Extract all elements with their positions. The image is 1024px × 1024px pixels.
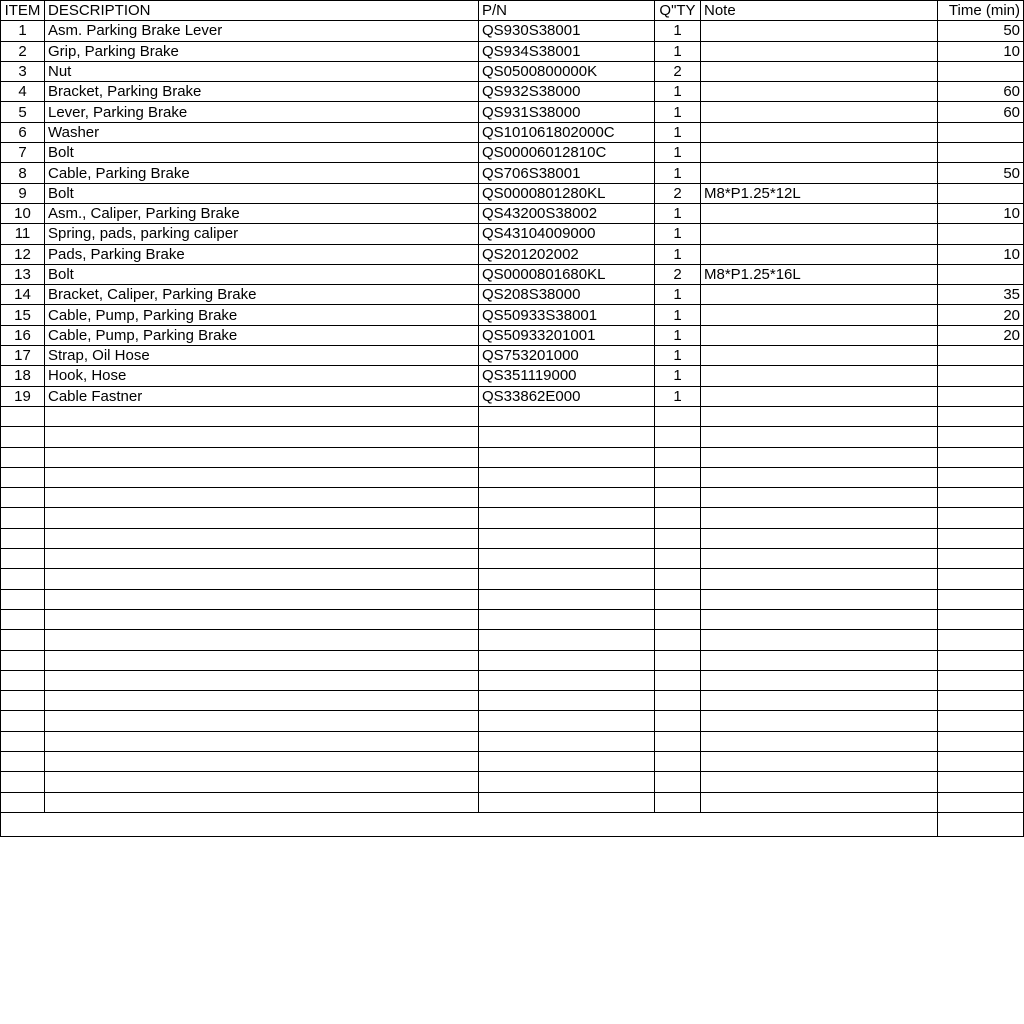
item-cell xyxy=(1,751,45,771)
table-row xyxy=(1,244,1024,264)
quantity-cell: 2 xyxy=(655,264,701,284)
quantity-cell: 2 xyxy=(655,183,701,203)
footer-total-cell xyxy=(938,812,1024,836)
table-row xyxy=(1,406,1024,426)
quantity-cell xyxy=(655,406,701,426)
part-number-cell: QS706S38001 xyxy=(479,163,655,183)
part-number-cell xyxy=(479,467,655,487)
quantity-cell xyxy=(655,427,701,447)
description-cell xyxy=(45,447,479,467)
note-cell xyxy=(701,406,938,426)
time-cell: 20 xyxy=(938,305,1024,325)
table-row xyxy=(1,386,1024,406)
part-number-cell xyxy=(479,569,655,589)
item-cell xyxy=(1,447,45,467)
note-cell xyxy=(701,203,938,223)
description-cell xyxy=(45,488,479,508)
table-row xyxy=(1,589,1024,609)
item-cell xyxy=(1,711,45,731)
time-cell xyxy=(938,427,1024,447)
quantity-cell xyxy=(655,447,701,467)
table-row xyxy=(1,670,1024,690)
part-number-cell xyxy=(479,406,655,426)
part-number-cell xyxy=(479,731,655,751)
description-cell xyxy=(45,508,479,528)
note-cell xyxy=(701,549,938,569)
quantity-cell xyxy=(655,589,701,609)
item-cell xyxy=(1,650,45,670)
table-row xyxy=(1,488,1024,508)
quantity-cell xyxy=(655,691,701,711)
time-cell xyxy=(938,528,1024,548)
item-cell: 2 xyxy=(1,41,45,61)
table-row xyxy=(1,711,1024,731)
time-cell: 50 xyxy=(938,163,1024,183)
item-cell xyxy=(1,467,45,487)
part-number-cell: QS931S38000 xyxy=(479,102,655,122)
description-cell xyxy=(45,528,479,548)
quantity-cell xyxy=(655,467,701,487)
header-part-number: P/N xyxy=(479,1,655,21)
time-cell xyxy=(938,691,1024,711)
note-cell xyxy=(701,488,938,508)
time-cell xyxy=(938,569,1024,589)
time-cell xyxy=(938,792,1024,812)
time-cell xyxy=(938,508,1024,528)
quantity-cell: 1 xyxy=(655,346,701,366)
part-number-cell xyxy=(479,427,655,447)
table-row xyxy=(1,569,1024,589)
part-number-cell: QS930S38001 xyxy=(479,21,655,41)
part-number-cell xyxy=(479,792,655,812)
item-cell xyxy=(1,792,45,812)
note-cell xyxy=(701,325,938,345)
description-cell xyxy=(45,609,479,629)
description-cell xyxy=(45,630,479,650)
part-number-cell: QS351119000 xyxy=(479,366,655,386)
quantity-cell xyxy=(655,549,701,569)
part-number-cell xyxy=(479,670,655,690)
note-cell xyxy=(701,569,938,589)
note-cell xyxy=(701,792,938,812)
description-cell xyxy=(45,427,479,447)
item-cell xyxy=(1,731,45,751)
quantity-cell: 1 xyxy=(655,163,701,183)
quantity-cell: 1 xyxy=(655,224,701,244)
note-cell xyxy=(701,41,938,61)
description-cell xyxy=(45,589,479,609)
table-row xyxy=(1,731,1024,751)
time-cell xyxy=(938,589,1024,609)
table-row xyxy=(1,163,1024,183)
time-cell: 10 xyxy=(938,203,1024,223)
part-number-cell: QS0000801280KL xyxy=(479,183,655,203)
quantity-cell xyxy=(655,650,701,670)
note-cell xyxy=(701,650,938,670)
time-cell: 10 xyxy=(938,244,1024,264)
description-cell: Bolt xyxy=(45,264,479,284)
table-row xyxy=(1,305,1024,325)
quantity-cell xyxy=(655,508,701,528)
item-cell xyxy=(1,508,45,528)
description-cell: Cable, Pump, Parking Brake xyxy=(45,305,479,325)
part-number-cell: QS00006012810C xyxy=(479,143,655,163)
part-number-cell: QS201202002 xyxy=(479,244,655,264)
table-row xyxy=(1,264,1024,284)
description-cell xyxy=(45,792,479,812)
note-cell xyxy=(701,731,938,751)
time-cell xyxy=(938,731,1024,751)
quantity-cell: 2 xyxy=(655,61,701,81)
part-number-cell: QS753201000 xyxy=(479,346,655,366)
time-cell xyxy=(938,488,1024,508)
part-number-cell: QS101061802000C xyxy=(479,122,655,142)
note-cell xyxy=(701,143,938,163)
quantity-cell: 1 xyxy=(655,325,701,345)
time-cell: 20 xyxy=(938,325,1024,345)
header-item: ITEM xyxy=(1,1,45,21)
item-cell xyxy=(1,528,45,548)
table-row xyxy=(1,447,1024,467)
table-row xyxy=(1,549,1024,569)
item-cell: 8 xyxy=(1,163,45,183)
quantity-cell xyxy=(655,528,701,548)
part-number-cell xyxy=(479,549,655,569)
quantity-cell: 1 xyxy=(655,82,701,102)
table-row xyxy=(1,772,1024,792)
part-number-cell: QS0000801680KL xyxy=(479,264,655,284)
time-cell: 35 xyxy=(938,285,1024,305)
table-row xyxy=(1,630,1024,650)
note-cell xyxy=(701,711,938,731)
description-cell xyxy=(45,549,479,569)
description-cell xyxy=(45,772,479,792)
part-number-cell xyxy=(479,772,655,792)
time-cell xyxy=(938,549,1024,569)
table-row xyxy=(1,325,1024,345)
part-number-cell xyxy=(479,609,655,629)
table-row xyxy=(1,143,1024,163)
table-row xyxy=(1,21,1024,41)
time-cell xyxy=(938,386,1024,406)
part-number-cell: QS0500800000K xyxy=(479,61,655,81)
quantity-cell: 1 xyxy=(655,143,701,163)
parts-table-body xyxy=(1,1,1024,837)
note-cell xyxy=(701,630,938,650)
item-cell xyxy=(1,406,45,426)
time-cell xyxy=(938,772,1024,792)
item-cell xyxy=(1,609,45,629)
note-cell: M8*P1.25*12L xyxy=(701,183,938,203)
part-number-cell: QS934S38001 xyxy=(479,41,655,61)
quantity-cell xyxy=(655,488,701,508)
item-cell: 1 xyxy=(1,21,45,41)
time-cell: 60 xyxy=(938,102,1024,122)
note-cell xyxy=(701,305,938,325)
quantity-cell: 1 xyxy=(655,366,701,386)
quantity-cell: 1 xyxy=(655,386,701,406)
note-cell xyxy=(701,691,938,711)
table-row xyxy=(1,528,1024,548)
table-row xyxy=(1,41,1024,61)
description-cell: Cable, Parking Brake xyxy=(45,163,479,183)
item-cell: 10 xyxy=(1,203,45,223)
note-cell xyxy=(701,772,938,792)
note-cell xyxy=(701,346,938,366)
part-number-cell: QS43200S38002 xyxy=(479,203,655,223)
quantity-cell xyxy=(655,751,701,771)
description-cell xyxy=(45,406,479,426)
time-cell: 10 xyxy=(938,41,1024,61)
description-cell: Spring, pads, parking caliper xyxy=(45,224,479,244)
table-row xyxy=(1,224,1024,244)
item-cell: 4 xyxy=(1,82,45,102)
part-number-cell xyxy=(479,488,655,508)
table-row xyxy=(1,183,1024,203)
time-cell: 60 xyxy=(938,82,1024,102)
note-cell xyxy=(701,82,938,102)
item-cell: 16 xyxy=(1,325,45,345)
description-cell xyxy=(45,711,479,731)
time-cell: 50 xyxy=(938,21,1024,41)
description-cell: Lever, Parking Brake xyxy=(45,102,479,122)
description-cell: Bolt xyxy=(45,183,479,203)
footer-label-cell xyxy=(1,812,938,836)
header-row xyxy=(1,1,1024,21)
table-row xyxy=(1,82,1024,102)
note-cell xyxy=(701,447,938,467)
item-cell: 13 xyxy=(1,264,45,284)
table-row xyxy=(1,102,1024,122)
quantity-cell: 1 xyxy=(655,102,701,122)
quantity-cell xyxy=(655,569,701,589)
description-cell: Pads, Parking Brake xyxy=(45,244,479,264)
time-cell xyxy=(938,366,1024,386)
description-cell: Cable, Pump, Parking Brake xyxy=(45,325,479,345)
quantity-cell xyxy=(655,670,701,690)
item-cell: 6 xyxy=(1,122,45,142)
part-number-cell: QS43104009000 xyxy=(479,224,655,244)
item-cell: 18 xyxy=(1,366,45,386)
time-cell xyxy=(938,447,1024,467)
note-cell xyxy=(701,366,938,386)
note-cell xyxy=(701,224,938,244)
part-number-cell: QS208S38000 xyxy=(479,285,655,305)
description-cell xyxy=(45,731,479,751)
item-cell: 19 xyxy=(1,386,45,406)
quantity-cell: 1 xyxy=(655,285,701,305)
description-cell xyxy=(45,650,479,670)
quantity-cell: 1 xyxy=(655,41,701,61)
item-cell xyxy=(1,569,45,589)
time-cell xyxy=(938,609,1024,629)
time-cell xyxy=(938,122,1024,142)
table-row xyxy=(1,691,1024,711)
note-cell xyxy=(701,670,938,690)
item-cell: 9 xyxy=(1,183,45,203)
note-cell xyxy=(701,386,938,406)
part-number-cell xyxy=(479,508,655,528)
table-row xyxy=(1,285,1024,305)
note-cell xyxy=(701,528,938,548)
quantity-cell xyxy=(655,731,701,751)
note-cell xyxy=(701,427,938,447)
note-cell xyxy=(701,122,938,142)
description-cell xyxy=(45,691,479,711)
table-row xyxy=(1,792,1024,812)
quantity-cell: 1 xyxy=(655,122,701,142)
item-cell xyxy=(1,670,45,690)
description-cell: Grip, Parking Brake xyxy=(45,41,479,61)
part-number-cell xyxy=(479,650,655,670)
part-number-cell xyxy=(479,447,655,467)
table-row xyxy=(1,467,1024,487)
quantity-cell xyxy=(655,630,701,650)
quantity-cell xyxy=(655,609,701,629)
item-cell: 14 xyxy=(1,285,45,305)
part-number-cell xyxy=(479,630,655,650)
item-cell: 7 xyxy=(1,143,45,163)
description-cell: Bracket, Caliper, Parking Brake xyxy=(45,285,479,305)
note-cell xyxy=(701,467,938,487)
time-cell xyxy=(938,630,1024,650)
item-cell xyxy=(1,488,45,508)
note-cell xyxy=(701,244,938,264)
time-cell xyxy=(938,346,1024,366)
part-number-cell: QS50933201001 xyxy=(479,325,655,345)
time-cell xyxy=(938,406,1024,426)
table-row xyxy=(1,61,1024,81)
part-number-cell: QS50933S38001 xyxy=(479,305,655,325)
quantity-cell: 1 xyxy=(655,244,701,264)
footer-row xyxy=(1,812,1024,836)
note-cell xyxy=(701,102,938,122)
note-cell xyxy=(701,589,938,609)
quantity-cell xyxy=(655,772,701,792)
item-cell: 12 xyxy=(1,244,45,264)
part-number-cell xyxy=(479,528,655,548)
item-cell: 15 xyxy=(1,305,45,325)
part-number-cell xyxy=(479,691,655,711)
description-cell: Strap, Oil Hose xyxy=(45,346,479,366)
item-cell: 5 xyxy=(1,102,45,122)
item-cell xyxy=(1,549,45,569)
description-cell xyxy=(45,467,479,487)
item-cell xyxy=(1,691,45,711)
description-cell: Cable Fastner xyxy=(45,386,479,406)
part-number-cell xyxy=(479,589,655,609)
quantity-cell xyxy=(655,711,701,731)
part-number-cell xyxy=(479,751,655,771)
note-cell: M8*P1.25*16L xyxy=(701,264,938,284)
time-cell xyxy=(938,224,1024,244)
description-cell: Bracket, Parking Brake xyxy=(45,82,479,102)
description-cell xyxy=(45,670,479,690)
part-number-cell: QS33862E000 xyxy=(479,386,655,406)
table-row xyxy=(1,751,1024,771)
header-note: Note xyxy=(701,1,938,21)
description-cell: Asm. Parking Brake Lever xyxy=(45,21,479,41)
table-row xyxy=(1,122,1024,142)
description-cell: Asm., Caliper, Parking Brake xyxy=(45,203,479,223)
item-cell xyxy=(1,630,45,650)
item-cell: 11 xyxy=(1,224,45,244)
part-number-cell: QS932S38000 xyxy=(479,82,655,102)
header-quantity: Q"TY xyxy=(655,1,701,21)
time-cell xyxy=(938,264,1024,284)
table-row xyxy=(1,346,1024,366)
time-cell xyxy=(938,143,1024,163)
quantity-cell: 1 xyxy=(655,305,701,325)
table-row xyxy=(1,508,1024,528)
time-cell xyxy=(938,751,1024,771)
table-row xyxy=(1,366,1024,386)
header-time: Time (min) xyxy=(938,1,1024,21)
time-cell xyxy=(938,711,1024,731)
time-cell xyxy=(938,650,1024,670)
time-cell xyxy=(938,61,1024,81)
note-cell xyxy=(701,508,938,528)
table-row xyxy=(1,427,1024,447)
quantity-cell: 1 xyxy=(655,203,701,223)
header-description: DESCRIPTION xyxy=(45,1,479,21)
item-cell: 3 xyxy=(1,61,45,81)
note-cell xyxy=(701,609,938,629)
time-cell xyxy=(938,467,1024,487)
note-cell xyxy=(701,751,938,771)
note-cell xyxy=(701,163,938,183)
description-cell: Nut xyxy=(45,61,479,81)
note-cell xyxy=(701,61,938,81)
quantity-cell: 1 xyxy=(655,21,701,41)
quantity-cell xyxy=(655,792,701,812)
description-cell xyxy=(45,751,479,771)
time-cell xyxy=(938,183,1024,203)
time-cell xyxy=(938,670,1024,690)
description-cell: Washer xyxy=(45,122,479,142)
item-cell xyxy=(1,589,45,609)
table-row xyxy=(1,203,1024,223)
table-row xyxy=(1,650,1024,670)
item-cell xyxy=(1,427,45,447)
note-cell xyxy=(701,285,938,305)
part-number-cell xyxy=(479,711,655,731)
item-cell: 17 xyxy=(1,346,45,366)
table-row xyxy=(1,609,1024,629)
description-cell: Bolt xyxy=(45,143,479,163)
description-cell: Hook, Hose xyxy=(45,366,479,386)
description-cell xyxy=(45,569,479,589)
item-cell xyxy=(1,772,45,792)
note-cell xyxy=(701,21,938,41)
